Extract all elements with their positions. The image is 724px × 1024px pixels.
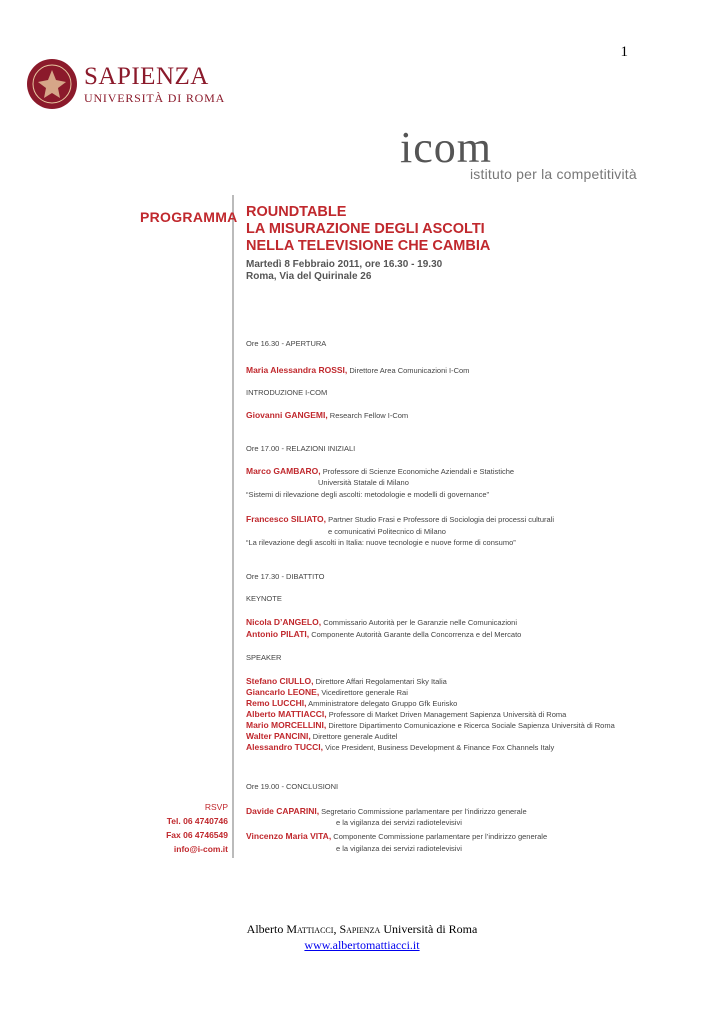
speaker-gambaro: Marco GAMBARO, Professore di Scienze Economiche Aziendali e Statistiche bbox=[246, 466, 515, 476]
list-item: Giancarlo LEONE, Vicedirettore generale Rai bbox=[246, 687, 408, 697]
section-speaker: SPEAKER bbox=[246, 653, 282, 662]
footer-author: Alberto Mattiacci, Sapienza Università di Roma bbox=[246, 922, 478, 936]
rsvp-tel: Tel. 06 4740746 bbox=[166, 816, 228, 826]
footer-link[interactable]: www.albertomattiacci.it bbox=[304, 938, 420, 952]
siliato-university: e comunicativi Politecnico di Milano bbox=[328, 527, 446, 536]
section-dibattito: Ore 17.30 - DIBATTITO bbox=[246, 572, 325, 581]
title-line-3: NELLA TELEVISIONE CHE CAMBIA bbox=[246, 238, 491, 254]
speaker-gangemi: Giovanni GANGEMI, Research Fellow I-Com bbox=[246, 410, 409, 420]
list-item: Remo LUCCHI, Amministratore delegato Gruppo Gfk Eurisko bbox=[246, 698, 458, 708]
list-item: Alessandro TUCCI, Vice President, Business Development & Finance Fox Channels Italy bbox=[246, 742, 555, 752]
vita-role-cont: e la vigilanza dei servizi radiotelevisivi bbox=[336, 844, 462, 853]
speaker-vita: Vincenzo Maria VITA, Componente Commissione parlamentare per l’indirizzo generale bbox=[246, 831, 548, 841]
event-place: Roma, Via del Quirinale 26 bbox=[246, 271, 372, 282]
event-title bbox=[246, 204, 490, 255]
title-line-1: ROUNDTABLE bbox=[246, 204, 347, 220]
speaker-siliato: Francesco SILIATO, Partner Studio Frasi e Professore di Sociologia dei processi culturali bbox=[246, 514, 555, 524]
list-item: Stefano CIULLO, Direttore Affari Regolamentari Sky Italia bbox=[246, 676, 447, 686]
event-details bbox=[246, 259, 442, 283]
sapienza-subtitle: UNIVERSITÀ DI ROMA bbox=[84, 91, 226, 105]
list-item: Walter PANCINI, Direttore generale Auditel bbox=[246, 731, 398, 741]
rsvp-email: info@i-com.it bbox=[173, 844, 228, 854]
rsvp-label: RSVP bbox=[204, 802, 228, 812]
siliato-talk: “La rilevazione degli ascolti in Italia: nuove tecnologie e nuove forme di consumo” bbox=[246, 538, 516, 547]
section-keynote: KEYNOTE bbox=[246, 594, 282, 603]
sapienza-seal-icon bbox=[26, 58, 78, 110]
rsvp-fax: Fax 06 4746549 bbox=[166, 830, 228, 840]
rsvp-block bbox=[166, 800, 228, 856]
section-apertura: Ore 16.30 - APERTURA bbox=[246, 339, 327, 348]
sapienza-name: SAPIENZA bbox=[84, 63, 209, 90]
icom-logo bbox=[400, 123, 637, 182]
title-line-2: LA MISURAZIONE DEGLI ASCOLTI bbox=[246, 221, 485, 237]
event-date: Martedì 8 Febbraio 2011, ore 16.30 - 19.30 bbox=[246, 259, 443, 270]
footer bbox=[0, 921, 724, 953]
section-relazioni: Ore 17.00 - RELAZIONI INIZIALI bbox=[246, 444, 356, 453]
gambaro-talk: “Sistemi di rilevazione degli ascolti: metodologie e modelli di governance” bbox=[246, 490, 490, 499]
page-number: 1 bbox=[620, 44, 628, 60]
icom-wordmark: icom bbox=[400, 123, 492, 172]
speaker-rossi: Maria Alessandra ROSSI, Direttore Area Comunicazioni I-Com bbox=[246, 365, 470, 375]
speaker-pilati: Antonio PILATI, Componente Autorità Garante della Concorrenza e del Mercato bbox=[246, 629, 522, 639]
caparini-role-cont: e la vigilanza dei servizi radiotelevisivi bbox=[336, 818, 462, 827]
gambaro-university: Università Statale di Milano bbox=[318, 478, 409, 487]
divider-line bbox=[232, 195, 234, 858]
speaker-dangelo: Nicola D’ANGELO, Commissario Autorità per le Garanzie nelle Comunicazioni bbox=[246, 617, 518, 627]
list-item: Alberto MATTIACCI, Professore di Market Driven Management Sapienza Università di Roma bbox=[246, 709, 567, 719]
speaker-caparini: Davide CAPARINI, Segretario Commissione parlamentare per l’indirizzo generale bbox=[246, 806, 527, 816]
sapienza-logo bbox=[26, 58, 225, 110]
speaker-list bbox=[246, 676, 615, 753]
section-conclusioni: Ore 19.00 - CONCLUSIONI bbox=[246, 782, 339, 791]
section-introduzione: INTRODUZIONE I-COM bbox=[246, 388, 328, 397]
programma-label: PROGRAMMA bbox=[140, 209, 238, 225]
icom-tagline: istituto per la competitività bbox=[470, 166, 637, 182]
list-item: Mario MORCELLINI, Direttore Dipartimento Comunicazione e Ricerca Sociale Sapienza Università di Roma bbox=[246, 720, 615, 730]
